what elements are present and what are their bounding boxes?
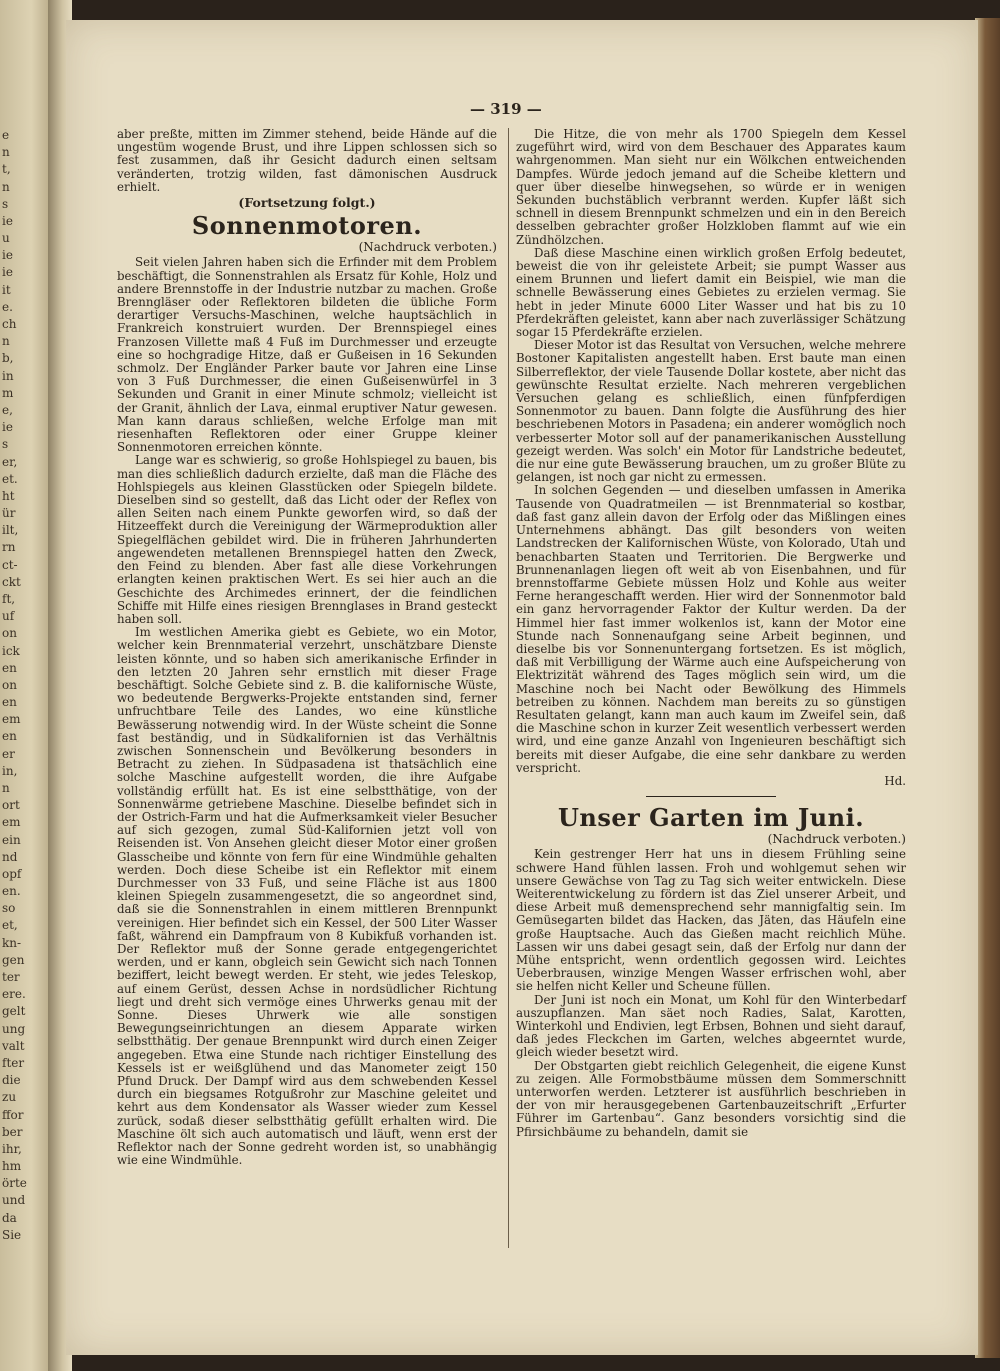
margin-fragment: fter [2,1056,25,1070]
margin-fragment: ick [2,644,20,658]
margin-fragment: ie [2,265,13,279]
garden-paragraph: Der Juni ist noch ein Monat, um Kohl für den Winterbedarf auszupflanzen. Man säet noch Radies, Salat, Karotten, Winterkohl und Endivien, legt Erbsen, Bohnen und sieht darauf, daß jedes Fleckchen im Garten, welches abgeerntet wurde, gleich wieder besetzt wird. [516,992,906,1060]
margin-fragment: zu [2,1090,17,1104]
article-paragraph: Im westlichen Amerika giebt es Gebiete, wo ein Motor, welcher kein Brennmaterial verzehrt, unschätzbare Dienste leisten könnte, und so haben sich amerikanische Erfinder in den letzten 20 Jahren sehr ernstlich mit dieser Frage beschäftigt. Solche Gebiete sind z. B. die kalifornische Wüste, wo bedeutende Bergwerks-Projekte entstanden sind, ferner unfruchtbare Teile des Landes, wo eine künstliche Bewässerung notwendig wird. In der Wüste scheint die Sonne fast beständig, und in Südkalifornien ist das Verhältnis zwischen Sonnenschein und Bevölkerung besonders in Betracht zu ziehen. In Südpasadena ist thatsächlich eine solche Maschine aufgestellt worden, die ihre Aufgabe vollständig erfüllt hat. Es ist eine selbstthätige, von der Sonnenwärme getriebene Maschine. Dieselbe befindet sich in der Ostrich-Farm und hat die Aufmerksamkeit vieler Besucher auf sich gezogen, zumal Süd-Kalifornien jetzt voll von Reisenden ist. Von Ansehen gleicht dieser Motor einer großen Glasscheibe und könnte von fern für eine Windmühle gehalten werden. Doch diese Scheibe ist ein Reflektor mit einem Durchmesser von 33 Fuß, und seine Fläche ist aus 1800 kleinen Spiegeln zusammengesetzt, die so angeordnet sind, daß sie die Sonnenstrahlen in einem mittleren Brennpunkt vereinigen. Hier befindet sich ein Kessel, der 500 Liter Wasser faßt, während ein Dampfraum von 8 Kubikfuß vorhanden ist. Der Reflektor muß der Sonne gerade entgegengerichtet werden, und er kann, obgleich sein Gewicht sich nach Tonnen beziffert, leicht bewegt werden. Er steht, wie jedes Teleskop, auf einem Gerüst, dessen Achse in nordsüdlicher Richtung liegt und dreht sich vermöge eines Uhrwerks genau mit der Sonne. Dieses Uhrwerk wie alle sonstigen Bewegungseinrichtungen an diesem Apparate wirken selbstthätig. Der genaue Brennpunkt wird durch einen Zeiger angegeben. Etwa eine Stunde nach richtiger Einstellung des Kessels ist er weißglühend und das Manometer zeigt 150 Pfund Druck. Der Dampf wird aus dem schwebenden Kessel durch ein biegsames Rotgußrohr zur Maschine geleitet und kehrt aus dem Kondensator als Wasser wieder zum Kessel zurück, sodaß dieser selbstthätig gefüllt erhalten wird. Die Maschine ölt sich auch automatisch und läuft, wenn erst der Reflektor nach der Sonne gedreht worden ist, so unabhängig wie eine Windmühle. [117,625,497,1168]
author-signature: Hd. [884,773,906,788]
article-paragraph: Seit vielen Jahren haben sich die Erfinder mit dem Problem beschäftigt, die Sonnenstrahlen als Ersatz für Kohle, Holz und andere Brennstoffe in der Industrie nutzbar zu machen. Große Brenngläser oder Reflektoren bildeten die übliche Form derartiger Versuchs-Maschinen, welche hauptsächlich in Frankreich konstruiert wurden. Der Brennspiegel eines Franzosen Villette maß 4 Fuß im Durchmesser und erzeugte eine so hochgradige Hitze, daß er Gußeisen in 16 Sekunden schmolz. Der Engländer Parker baute vor Jahren eine Linse von 3 Fuß Durchmesser, die einen Gußeisenwürfel in 3 Sekunden und Granit in einer Minute schmolz; vielleicht ist der Granit, ähnlich der Lava, einmal eruptiver Natur gewesen. Man kann daraus schließen, welche Erfolge man mit riesenhaften Reflektoren oder einer Gruppe kleiner Sonnenmotoren erreichen könnte. [117,255,497,455]
margin-fragment: er [2,747,15,761]
article-paragraph: Daß diese Maschine einen wirklich großen Erfolg bedeutet, beweist die von ihr geleistete Arbeit; sie pumpt Wasser aus einem Brunnen und liefert damit ein Beispiel, wie man die schnelle Bewässerung eines Gebietes zu erzielen vermag. Sie hebt in jeder Minute 6000 Liter Wasser und hat bis zu 10 Pferdekräften geleistet, kann aber nach zuverlässiger Schätzung sogar 15 Pferdekräfte erzielen. [516,245,906,340]
margin-fragment: ür [2,506,16,520]
margin-fragment: et, [2,918,18,932]
margin-fragment: ckt [2,575,21,589]
margin-fragment: u [2,231,10,245]
article-title-garden: Unser Garten im Juni. [557,803,865,833]
margin-fragment: em [2,712,21,726]
column-divider [508,128,509,1248]
article-separator [646,796,776,797]
margin-fragment: kn- [2,936,22,950]
page-number: — 319 — [470,100,542,118]
margin-fragment: valt [2,1039,25,1053]
margin-fragment: ber [2,1125,23,1139]
margin-fragment: n [2,180,10,194]
margin-fragment: opf [2,867,22,881]
margin-fragment: em [2,815,21,829]
margin-fragment: e. [2,300,13,314]
margin-fragment: et. [2,472,18,486]
book-edge [975,18,1000,1358]
adjacent-page-edge [0,0,52,1371]
margin-fragment: ihr, [2,1142,22,1156]
margin-fragment: on [2,678,17,692]
margin-fragment: ein [2,833,21,847]
reprint-note-garden: (Nachdruck verboten.) [767,832,906,847]
margin-fragment: ie [2,214,13,228]
article-paragraph: In solchen Gegenden — und dieselben umfassen in Amerika Tausende von Quadratmeilen — ist Brennmaterial so kostbar, daß fast ganz allein davon der Erfolg oder das Mißlingen eines Unternehmens abhängt. Das gilt besonders von weiten Landstrecken der Kalifornischen Wüste, von Kolorado, Utah und benachbarten Staaten und Territorien. Die Bergwerke und Brunnenanlagen liegen oft weit ab von Eisenbahnen, und für brennstoffarme Gebiete müssen Holz und Kohle aus weiter Ferne herangeschafft werden. Hier wird der Sonnenmotor bald ein ganz hervorragender Faktor der Kultur werden. Da der Himmel hier fast immer wolkenlos ist, kann der Motor eine Stunde nach Sonnenaufgang seine Arbeit beginnen, und dieselbe bis vor Sonnenuntergang fortsetzen. Es ist möglich, daß mit Verbilligung der Wärme auch eine Aufspeicherung von Elektrizität während des Tages möglich sein wird, um die Maschine noch bei Nacht oder Bewölkung des Himmels betreiben zu können. Nachdem man bereits zu so günstigen Resultaten gelangt, kann man auch kaum im Zweifel sein, daß die Maschine schon in kurzer Zeit wesentlich verbessert werden wird, und eine ganze Anzahl von Ingenieuren beschäftigt sich bereits mit dieser Aufgabe, die eine sehr dankbare zu werden verspricht. [516,483,906,775]
margin-fragment: ch [2,317,17,331]
margin-fragment: e [2,128,10,142]
margin-fragment: ter [2,970,20,984]
margin-fragment: die [2,1073,21,1087]
margin-fragment: n [2,145,10,159]
margin-fragment: s [2,437,9,451]
margin-fragment: und [2,1193,26,1207]
margin-fragment: s [2,197,9,211]
margin-fragment: da [2,1211,17,1225]
article-title: Sonnenmotoren. [191,211,423,241]
continued-note: (Fortsetzung folgt.) [238,195,376,211]
margin-fragment: nd [2,850,18,864]
margin-fragment: m [2,386,14,400]
left-column [117,128,497,1167]
margin-fragment: örte [2,1176,27,1190]
margin-fragment: b, [2,351,14,365]
margin-fragment: in [2,369,14,383]
right-column [516,128,906,1139]
margin-fragment: so [2,901,16,915]
margin-fragment: ie [2,420,13,434]
margin-fragment: ilt, [2,523,19,537]
margin-fragment: ft, [2,592,16,606]
margin-fragment: e, [2,403,13,417]
margin-fragment: in, [2,764,18,778]
article-paragraph: Dieser Motor ist das Resultat von Versuchen, welche mehrere Bostoner Kapitalisten angestellt haben. Erst baute man einen Silberreflektor, der viele Tausende Dollar kostete, aber nicht das gewünschte Resultat erzielte. Nach mehreren vergeblichen Versuchen gelang es schließlich, einen fünfpferdigen Sonnenmotor zu bauen. Dann folgte die Ausführung des hier beschriebenen Motors in Pasadena; ein anderer womöglich noch verbesserter Motor soll auf der panamerikanischen Ausstellung gezeigt werden. Was solch' ein Motor für Landstriche bedeutet, die nur eine gute Bewässerung brauchen, um zu großer Blüte zu gelangen, ist noch gar nicht zu ermessen. [516,338,906,485]
margin-fragment: ere. [2,987,26,1001]
article-paragraph: Die Hitze, die von mehr als 1700 Spiegeln dem Kessel zugeführt wird, wird von dem Beschauer des Apparates kaum wahrgenommen. Man sieht nur ein Wölkchen entweichenden Dampfes. Würde jedoch jemand auf die Scheibe klettern und quer über dieselbe hinwegsehen, so würde er in wenigen Sekunden buchstäblich verbrannt werden. Kupfer läßt sich schnell in diesem Brennpunkt schmelzen und ein in den Bereich desselben gebrachter großer Holzkloben flammt auf wie ein Zündhölzchen. [516,127,906,247]
story-ending: aber preßte, mitten im Zimmer stehend, beide Hände auf die ungestüm wogende Brust, und ihre Lippen schlossen sich so fest zusammen, daß ihr Gesicht dadurch einen seltsam veränderten, trotzig wilden, fast dämonischen Ausdruck erhielt. [117,127,497,194]
garden-paragraph: Kein gestrenger Herr hat uns in diesem Frühling seine schwere Hand fühlen lassen. Froh und wohlgemut sehen wir unsere Gewächse von Tag zu Tag sich weiter entwickeln. Diese Weiterentwickelung zu fördern ist das Ziel unserer Arbeit, und diese Arbeit muß demensprechend sehr mannigfaltig sein. Im Gemüsegarten bildet das Hacken, das Jäten, das Häufeln eine große Hauptsache. Auch das Gießen macht reichlich Mühe. Lassen wir uns dabei gesagt sein, daß der Erfolg nur dann der Mühe entspricht, wenn ordentlich gegossen wird. Leichtes Ueberbrausen, winzige Mengen Wasser erfrischen wohl, aber sie helfen nicht Keller und Scheune füllen. [516,847,906,994]
margin-fragment: t, [2,162,11,176]
margin-fragment: gelt [2,1004,26,1018]
article-paragraph: Lange war es schwierig, so große Hohlspiegel zu bauen, bis man dies schließlich dadurch erzielte, daß man die Fläche des Hohlspiegels aus kleinen Glasstücken oder Spiegeln bildete. Dieselben sind so gestellt, daß das Licht oder der Reflex von allen Seiten nach einem Punkte geworfen wird, so daß der Hitzeeffekt durch die Vereinigung der Wärmeproduktion aller Spiegelflächen gebildet wird. Die in früheren Jahrhunderten angewendeten metallenen Brennspiegel hatten den Zweck, den Feind zu blenden. Aber fast alle diese Vorkehrungen erlangten keinen praktischen Wert. Es sei hier auch an die Geschichte des Archimedes erinnert, der die feindlichen Schiffe mit Hilfe eines riesigen Brennglases in Brand gesteckt haben soll. [117,453,497,626]
margin-fragment: ung [2,1022,26,1036]
margin-fragment: gen [2,953,25,967]
margin-fragment: on [2,626,17,640]
margin-fragment: n [2,334,10,348]
margin-fragment: en. [2,884,21,898]
margin-fragment: ie [2,248,13,262]
margin-fragment: ct- [2,558,18,572]
margin-fragment: ffor [2,1108,24,1122]
margin-fragment: en [2,661,17,675]
margin-fragment: rn [2,540,16,554]
margin-fragment: hm [2,1159,22,1173]
margin-fragment: Sie [2,1228,22,1242]
margin-fragment: it [2,283,11,297]
margin-fragment: n [2,781,10,795]
reprint-note: (Nachdruck verboten.) [358,240,497,255]
margin-fragment: en [2,729,17,743]
margin-fragment: en [2,695,17,709]
margin-fragment: er, [2,455,18,469]
margin-fragment: uf [2,609,15,623]
margin-fragment: ht [2,489,15,503]
margin-fragment: ort [2,798,20,812]
garden-paragraph: Der Obstgarten giebt reichlich Gelegenheit, die eigene Kunst zu zeigen. Alle Formobstbäume müssen dem Sommerschnitt unterworfen werden. Letzterer ist ausführlich beschrieben in der von mir herausgegebenen Gartenbauzeitschrift „Erfurter Führer im Gartenbau“. Ganz besonders vorsichtig sind die Pfirsichbäume zu behandeln, damit sie [516,1058,906,1139]
